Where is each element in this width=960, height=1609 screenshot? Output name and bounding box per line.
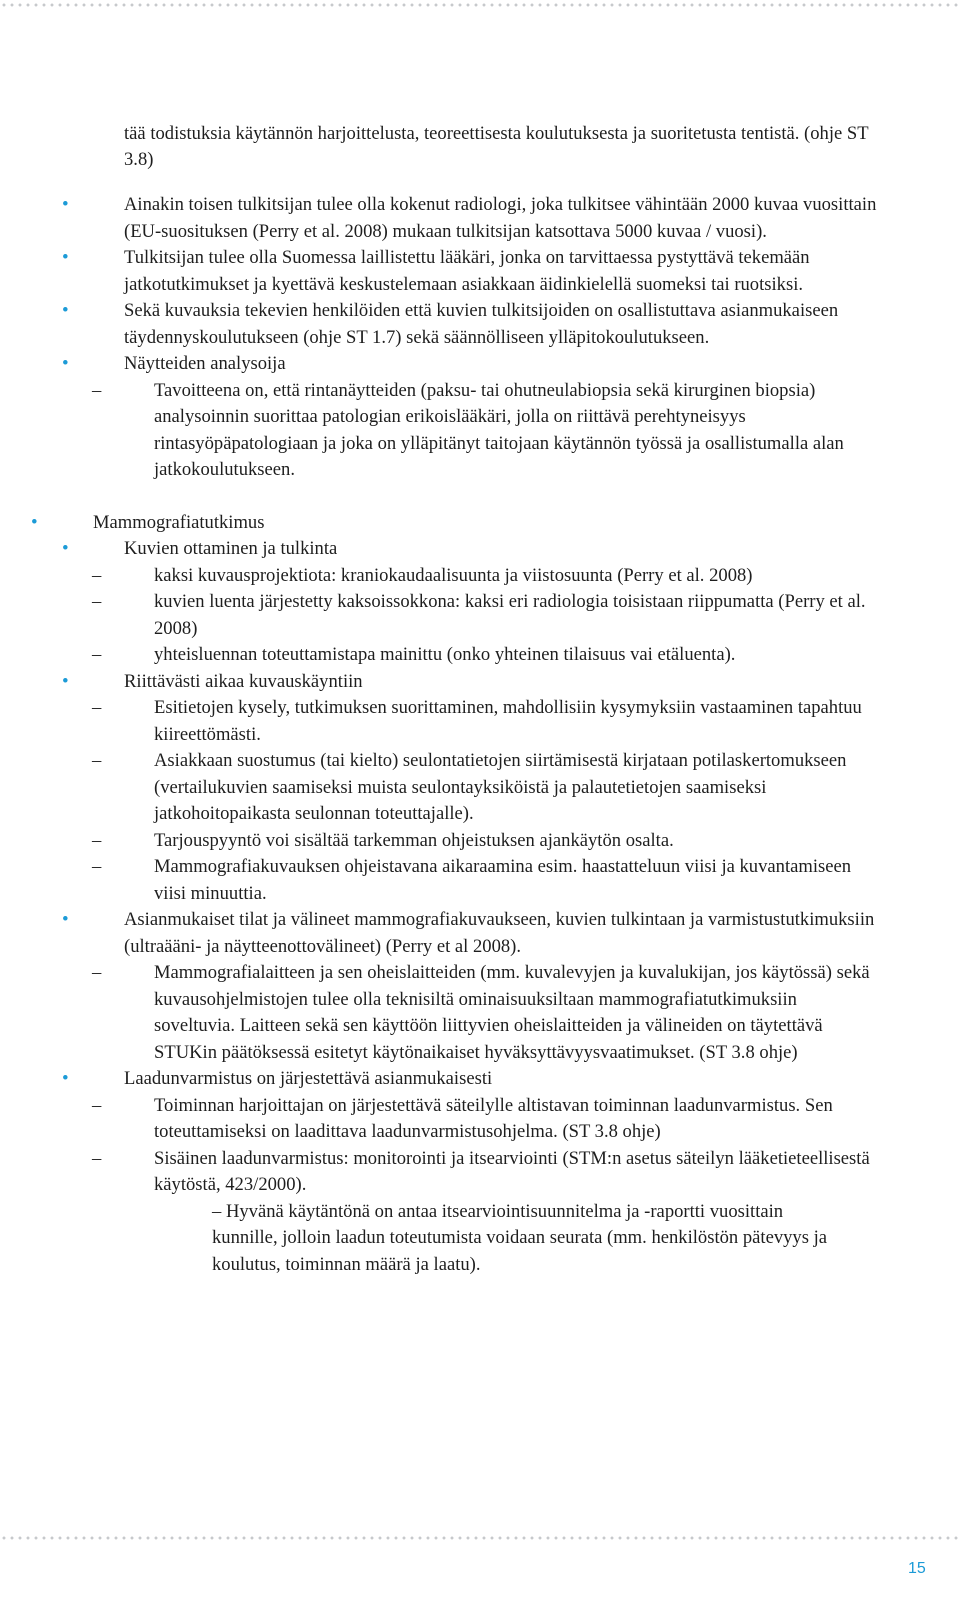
dash-marker: – (92, 750, 102, 772)
bullet-icon: • (62, 1068, 69, 1090)
bullet-icon: • (62, 247, 69, 269)
section-mammografiatutkimus (31, 510, 883, 537)
dash-text: Esitietojen kysely, tutkimuksen suorittaminen, mahdollisiin kysymyksiin vastaaminen tapahtuu kiireettömästi. (154, 697, 862, 745)
bullet-item-laadunvarmistus (62, 1066, 884, 1093)
bullet-icon: • (62, 538, 69, 560)
dash-item (92, 748, 876, 828)
bullet-item-aikaa (62, 669, 884, 696)
dash-item (92, 563, 876, 590)
bottom-dotted-rule (0, 1536, 960, 1540)
bullet-icon: • (62, 300, 69, 322)
dash-marker: – (92, 591, 102, 613)
bullet-text: Asianmukaiset tilat ja välineet mammografiakuvaukseen, kuvien tulkintaan ja varmistustutkimuksiin (ultraääni- ja näytteenottovälineet) (Perry et al 2008). (124, 909, 875, 957)
dash-text: yhteisluennan toteuttamistapa mainittu (onko yhteinen tilaisuus vai etäluenta). (154, 644, 736, 666)
bullet-item-analysoija (62, 351, 884, 378)
bullet-text: Sekä kuvauksia tekevien henkilöiden että kuvien tulkitsijoiden on osallistuttava asianmukaiseen täydennyskoulutukseen (ohje ST 1.7) sekä säännölliseen ylläpitokoulutukseen. (124, 300, 839, 348)
bullet-icon: • (62, 670, 69, 692)
dash-text: Sisäinen laadunvarmistus: monitorointi ja itsearviointi (STM:n asetus säteilyn lääketieteellisestä käytöstä, 423/2000). (154, 1147, 870, 1196)
dash-text: Mammografiakuvauksen ohjeistavana aikaraamina esim. haastatteluun viisi ja kuvantamiseen viisi minuuttia. (154, 856, 852, 904)
dash-item (92, 589, 876, 642)
section-gap (0, 484, 960, 510)
dash-text: kuvien luenta järjestetty kaksoissokkona: kaksi eri radiologia toisistaan riippumatta (Perry et al. 2008) (154, 591, 866, 639)
dash-marker: – (92, 379, 102, 401)
bullet-text: Laadunvarmistus on järjestettävä asianmukaisesti (124, 1068, 493, 1090)
dash-marker: – (92, 1094, 102, 1116)
bullet-item-kuvien (62, 536, 884, 563)
dash-item (92, 828, 876, 855)
dash-item (92, 695, 876, 748)
bullet-text: Riittävästi aikaa kuvauskäyntiin (124, 670, 363, 692)
dash-marker: – (92, 1147, 102, 1169)
dash-item (92, 1093, 876, 1146)
bullet-text: Ainakin toisen tulkitsijan tulee olla kokenut radiologi, joka tulkitsee vähintään 2000 kuvaa vuosittain (EU-suosituksen (Perry et al. 2008) mukaan tulkitsijan katsottava 5000 kuvaa / vuosi). (124, 194, 877, 242)
page-body (0, 102, 960, 1278)
dash-marker: – (92, 564, 102, 586)
dash-item (92, 1146, 876, 1199)
dash-text: kaksi kuvausprojektiota: kraniokaudaalisuunta ja viistosuunta (Perry et al. 2008) (154, 564, 753, 586)
dash-item (92, 642, 876, 669)
page-number: 15 (908, 1560, 926, 1577)
section-title: Mammografiatutkimus (93, 511, 265, 533)
dash-marker: – (92, 962, 102, 984)
dash-marker: – (92, 644, 102, 666)
continuation-paragraph: tää todistuksia käytännön harjoittelusta, teoreettisesta koulutuksesta ja suoritetusta tentistä. (ohje ST 3.8) (124, 122, 869, 171)
bullet-text: Tulkitsijan tulee olla Suomessa laillistettu lääkäri, jonka on tarvittaessa pystyttävä tekemään jatkotutkimukset ja kyettävä keskustelemaan asiakkaan äidinkielellä suomeksi tai ruotsiksi. (124, 247, 810, 295)
dash-text: Tarjouspyyntö voi sisältää tarkemman ohjeistuksen ajankäytön osalta. (154, 829, 674, 851)
dash-text: Asiakkaan suostumus (tai kielto) seulontatietojen siirtämisestä kirjataan potilaskertomukseen (vertailukuvien saamiseksi muista seulontayksiköistä ja palautetietojen saamiseksi jatkohoitopaikasta seulonnan toteuttajalle). (154, 750, 847, 825)
dash-text: Tavoitteena on, että rintanäytteiden (paksu- tai ohutneulabiopsia sekä kirurginen biopsia) analysoinnin suorittaa patologian erikoislääkäri, jolla on riittävä perehtyneisyys rintasyöpäpatologiaan ja joka on ylläpitänyt taitojaan käytännön työssä ja osallistumalla alan jatkokoulutukseen. (154, 379, 844, 481)
bullet-item-koulutus (62, 298, 884, 351)
subdash-item: – Hyvänä käytäntönä on antaa itsearviointisuunnitelma ja -raportti vuosittain kunnille, jolloin laadun toteutumista voidaan seurata (mm. henkilöstön pätevyys ja koulutus, toiminnan määrä ja laatu). (212, 1200, 828, 1275)
dash-marker: – (92, 856, 102, 878)
bullet-item-radiologi (62, 192, 884, 245)
bullet-icon: • (62, 194, 69, 216)
dash-text: Toiminnan harjoittajan on järjestettävä säteilylle altistavan toiminnan laadunvarmistus. Sen toteuttamiseksi on laadittava laadunvarmistusohjelma. (ST 3.8 ohje) (154, 1094, 833, 1143)
dash-item (92, 960, 876, 1066)
bullet-icon: • (62, 909, 69, 931)
bullet-text: Kuvien ottaminen ja tulkinta (124, 538, 338, 560)
bullet-item-tulkitsija (62, 245, 884, 298)
bullet-text: Näytteiden analysoija (124, 353, 286, 375)
dash-text: Mammografialaitteen ja sen oheislaitteiden (mm. kuvalevyjen ja kuvalukijan, jos käytössä) sekä kuvausohjelmistojen tulee olla teknisiltä ominaisuuksiltaan mammografiatutkimuksiin soveltuvia. Laitteen sekä sen käyttöön liittyvien oheislaitteiden ja välineiden on täytettävä STUKin päätöksessä esitetyt käytönaikaiset hyväksyttävyysvaatimukset. (ST 3.8 ohje) (154, 962, 870, 1063)
dash-item (92, 854, 876, 907)
bullet-icon: • (62, 353, 69, 375)
dash-item-patologia (92, 378, 876, 484)
dash-marker: – (92, 829, 102, 851)
bullet-icon: • (31, 511, 38, 533)
top-dotted-rule (0, 3, 960, 7)
dash-marker: – (92, 697, 102, 719)
bullet-item-tilat (62, 907, 884, 960)
